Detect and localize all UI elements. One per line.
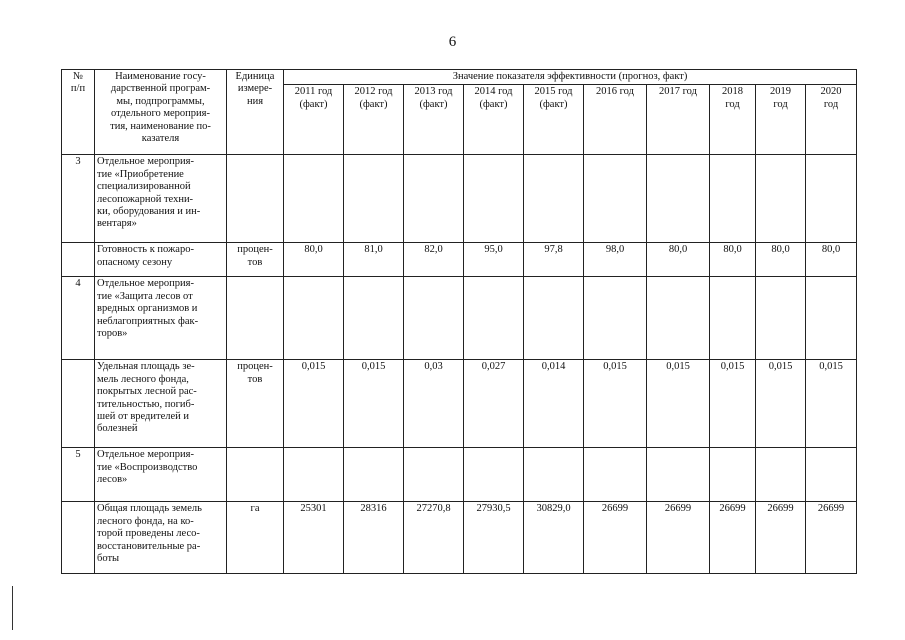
value-cell: 0,015 — [710, 360, 756, 448]
value-cell: 28316 — [344, 502, 404, 574]
row-unit — [227, 277, 284, 360]
value-cell — [404, 155, 464, 243]
value-cell — [464, 448, 524, 502]
value-cell: 0,015 — [756, 360, 806, 448]
value-cell — [756, 155, 806, 243]
header-year-text: 2015 год (факт) — [534, 86, 573, 110]
header-year-text: 2014 год (факт) — [474, 86, 513, 110]
table-row — [62, 277, 857, 360]
value-cell — [806, 448, 857, 502]
header-group — [284, 70, 857, 85]
value-cell — [756, 448, 806, 502]
row-unit — [227, 155, 284, 243]
value-cell — [524, 277, 584, 360]
table-body — [62, 155, 857, 574]
value-cell — [710, 448, 756, 502]
value-cell — [284, 448, 344, 502]
row-unit — [227, 448, 284, 502]
value-cell — [404, 448, 464, 502]
value-cell: 95,0 — [464, 243, 524, 277]
value-cell: 27270,8 — [404, 502, 464, 574]
table-row — [62, 502, 857, 574]
header-num-text: № п/п — [70, 71, 86, 95]
row-name: Удельная площадь зе- мель лесного фонда, покрытых лесной рас- тительностью, погиб- шей от вредителей и болезней — [95, 360, 227, 448]
header-group-text: Значение показателя эффективности (прогноз, факт) — [452, 71, 688, 82]
row-name: Общая площадь земель лесного фонда, на ко- торой проведены лесо- восстановительные ра- боты — [95, 502, 227, 574]
value-cell — [344, 277, 404, 360]
value-cell: 0,015 — [284, 360, 344, 448]
value-cell — [284, 277, 344, 360]
value-cell: 80,0 — [806, 243, 857, 277]
table-row — [62, 155, 857, 243]
value-cell — [464, 277, 524, 360]
margin-line — [12, 586, 13, 630]
row-number — [62, 502, 95, 574]
value-cell — [647, 448, 710, 502]
row-name: Отдельное мероприя- тие «Защита лесов от вредных организмов и неблагоприятных фак- торов» — [95, 277, 227, 360]
header-year-text: 2013 год (факт) — [414, 86, 453, 110]
header-year — [647, 85, 710, 155]
header-year-text: 2016 год — [596, 86, 634, 98]
value-cell: 0,015 — [647, 360, 710, 448]
header-year — [806, 85, 857, 155]
header-year — [464, 85, 524, 155]
header-year-text: 2019 год — [770, 86, 791, 110]
table-row — [62, 243, 857, 277]
header-year-text: 2011 год (факт) — [294, 86, 333, 110]
header-year — [524, 85, 584, 155]
value-cell — [284, 155, 344, 243]
value-cell: 30829,0 — [524, 502, 584, 574]
row-number — [62, 360, 95, 448]
value-cell: 0,027 — [464, 360, 524, 448]
value-cell — [806, 277, 857, 360]
value-cell — [710, 155, 756, 243]
value-cell: 81,0 — [344, 243, 404, 277]
header-year — [284, 85, 344, 155]
value-cell: 0,03 — [404, 360, 464, 448]
row-name: Отдельное мероприя- тие «Приобретение специализированной лесопожарной техни- ки, оборудования и ин- вентаря» — [95, 155, 227, 243]
header-year — [584, 85, 647, 155]
value-cell — [344, 155, 404, 243]
value-cell — [524, 448, 584, 502]
header-year — [756, 85, 806, 155]
value-cell: 0,015 — [344, 360, 404, 448]
header-year — [710, 85, 756, 155]
row-unit: процен- тов — [227, 360, 284, 448]
value-cell: 80,0 — [756, 243, 806, 277]
value-cell: 82,0 — [404, 243, 464, 277]
value-cell: 0,015 — [584, 360, 647, 448]
row-name: Готовность к пожаро- опасному сезону — [95, 243, 227, 277]
row-name: Отдельное мероприя- тие «Воспроизводство лесов» — [95, 448, 227, 502]
value-cell: 26699 — [756, 502, 806, 574]
value-cell — [647, 277, 710, 360]
table-row — [62, 448, 857, 502]
efficiency-indicators-table — [61, 69, 857, 574]
value-cell — [806, 155, 857, 243]
table-row — [62, 360, 857, 448]
value-cell — [404, 277, 464, 360]
value-cell: 26699 — [647, 502, 710, 574]
value-cell — [584, 155, 647, 243]
value-cell: 26699 — [710, 502, 756, 574]
header-name — [95, 70, 227, 155]
value-cell: 97,8 — [524, 243, 584, 277]
value-cell: 80,0 — [284, 243, 344, 277]
header-year-text: 2018 год — [722, 86, 743, 110]
header-year — [344, 85, 404, 155]
row-unit: га — [227, 502, 284, 574]
value-cell — [756, 277, 806, 360]
header-year-text: 2017 год — [659, 86, 697, 98]
header-name-text: Наименование госу- дарственной програм- мы, подпрограммы, отдельного мероприя- тия, наименование по- казателя — [110, 71, 211, 144]
value-cell — [524, 155, 584, 243]
row-number: 4 — [62, 277, 95, 360]
header-year — [404, 85, 464, 155]
value-cell: 80,0 — [710, 243, 756, 277]
header-row-1 — [62, 70, 857, 85]
value-cell: 27930,5 — [464, 502, 524, 574]
value-cell: 25301 — [284, 502, 344, 574]
value-cell: 26699 — [584, 502, 647, 574]
value-cell — [584, 277, 647, 360]
value-cell — [647, 155, 710, 243]
row-number: 3 — [62, 155, 95, 243]
row-unit: процен- тов — [227, 243, 284, 277]
value-cell: 0,014 — [524, 360, 584, 448]
value-cell — [584, 448, 647, 502]
value-cell: 98,0 — [584, 243, 647, 277]
value-cell: 0,015 — [806, 360, 857, 448]
header-unit — [227, 70, 284, 155]
header-year-text: 2020 год — [820, 86, 842, 110]
value-cell — [344, 448, 404, 502]
value-cell — [710, 277, 756, 360]
header-num — [62, 70, 95, 155]
header-year-text: 2012 год (факт) — [354, 86, 393, 110]
page-number: 6 — [448, 34, 457, 50]
value-cell: 80,0 — [647, 243, 710, 277]
value-cell — [464, 155, 524, 243]
header-unit-text: Единица измере- ния — [235, 71, 275, 107]
value-cell: 26699 — [806, 502, 857, 574]
row-number — [62, 243, 95, 277]
row-number: 5 — [62, 448, 95, 502]
